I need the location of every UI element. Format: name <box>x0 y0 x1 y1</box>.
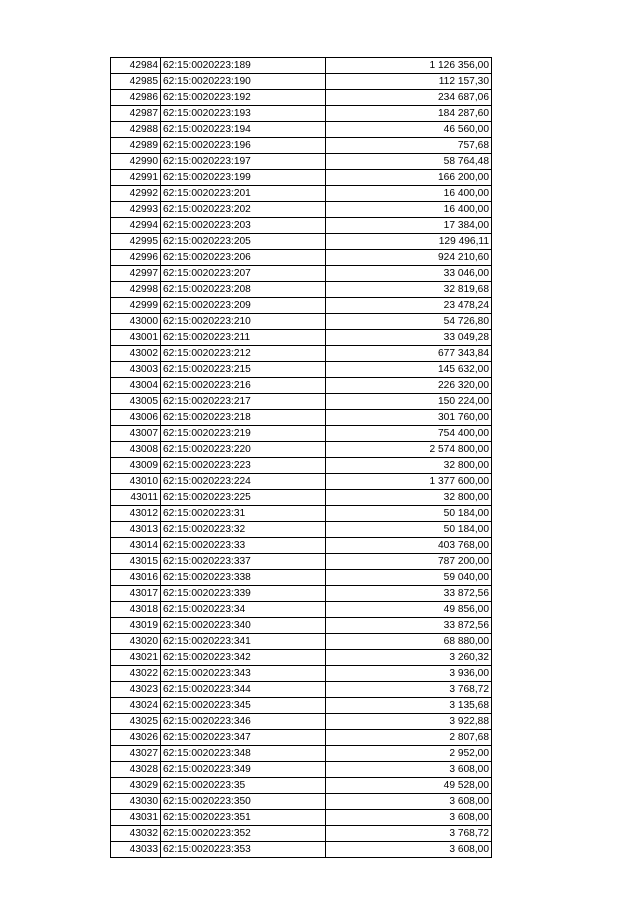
row-number-cell: 43003 <box>111 362 161 378</box>
cadastral-number-cell: 62:15:0020223:343 <box>161 666 326 682</box>
table-row <box>111 154 492 170</box>
table-row <box>111 218 492 234</box>
amount-cell: 32 819,68 <box>326 282 492 298</box>
table-row <box>111 186 492 202</box>
row-number-cell: 43005 <box>111 394 161 410</box>
row-number-cell: 43024 <box>111 698 161 714</box>
row-number-cell: 43019 <box>111 618 161 634</box>
cadastral-number-cell: 62:15:0020223:210 <box>161 314 326 330</box>
amount-cell: 2 952,00 <box>326 746 492 762</box>
table-row <box>111 250 492 266</box>
table-row <box>111 330 492 346</box>
cadastral-number-cell: 62:15:0020223:215 <box>161 362 326 378</box>
table-row <box>111 778 492 794</box>
row-number-cell: 42991 <box>111 170 161 186</box>
amount-cell: 59 040,00 <box>326 570 492 586</box>
row-number-cell: 42995 <box>111 234 161 250</box>
cadastral-number-cell: 62:15:0020223:208 <box>161 282 326 298</box>
row-number-cell: 43008 <box>111 442 161 458</box>
row-number-cell: 43012 <box>111 506 161 522</box>
amount-cell: 754 400,00 <box>326 426 492 442</box>
row-number-cell: 43014 <box>111 538 161 554</box>
row-number-cell: 43030 <box>111 794 161 810</box>
cadastral-number-cell: 62:15:0020223:220 <box>161 442 326 458</box>
cadastral-number-cell: 62:15:0020223:216 <box>161 378 326 394</box>
table-row <box>111 298 492 314</box>
cadastral-number-cell: 62:15:0020223:203 <box>161 218 326 234</box>
amount-cell: 16 400,00 <box>326 186 492 202</box>
cadastral-number-cell: 62:15:0020223:350 <box>161 794 326 810</box>
row-number-cell: 43011 <box>111 490 161 506</box>
row-number-cell: 43010 <box>111 474 161 490</box>
table-row <box>111 746 492 762</box>
table-row <box>111 90 492 106</box>
table-row <box>111 138 492 154</box>
row-number-cell: 43002 <box>111 346 161 362</box>
amount-cell: 58 764,48 <box>326 154 492 170</box>
cadastral-number-cell: 62:15:0020223:353 <box>161 842 326 858</box>
amount-cell: 50 184,00 <box>326 522 492 538</box>
table-row <box>111 842 492 858</box>
row-number-cell: 43029 <box>111 778 161 794</box>
table-row <box>111 810 492 826</box>
amount-cell: 68 880,00 <box>326 634 492 650</box>
row-number-cell: 43020 <box>111 634 161 650</box>
amount-cell: 226 320,00 <box>326 378 492 394</box>
table-row <box>111 74 492 90</box>
row-number-cell: 43027 <box>111 746 161 762</box>
cadastral-number-cell: 62:15:0020223:196 <box>161 138 326 154</box>
table-row <box>111 442 492 458</box>
cadastral-number-cell: 62:15:0020223:32 <box>161 522 326 538</box>
amount-cell: 129 496,11 <box>326 234 492 250</box>
table-row <box>111 826 492 842</box>
cadastral-number-cell: 62:15:0020223:205 <box>161 234 326 250</box>
amount-cell: 50 184,00 <box>326 506 492 522</box>
row-number-cell: 43021 <box>111 650 161 666</box>
table-row <box>111 122 492 138</box>
cadastral-number-cell: 62:15:0020223:202 <box>161 202 326 218</box>
cadastral-number-cell: 62:15:0020223:342 <box>161 650 326 666</box>
cadastral-number-cell: 62:15:0020223:201 <box>161 186 326 202</box>
row-number-cell: 42996 <box>111 250 161 266</box>
table-row <box>111 202 492 218</box>
cadastral-number-cell: 62:15:0020223:351 <box>161 810 326 826</box>
amount-cell: 3 608,00 <box>326 794 492 810</box>
cadastral-number-cell: 62:15:0020223:347 <box>161 730 326 746</box>
cadastral-number-cell: 62:15:0020223:218 <box>161 410 326 426</box>
table-row <box>111 490 492 506</box>
table-row <box>111 634 492 650</box>
cadastral-number-cell: 62:15:0020223:337 <box>161 554 326 570</box>
amount-cell: 924 210,60 <box>326 250 492 266</box>
amount-cell: 1 126 356,00 <box>326 58 492 74</box>
amount-cell: 49 528,00 <box>326 778 492 794</box>
amount-cell: 3 260,32 <box>326 650 492 666</box>
row-number-cell: 42988 <box>111 122 161 138</box>
cadastral-number-cell: 62:15:0020223:211 <box>161 330 326 346</box>
amount-cell: 301 760,00 <box>326 410 492 426</box>
cadastral-number-cell: 62:15:0020223:206 <box>161 250 326 266</box>
table-row <box>111 58 492 74</box>
cadastral-number-cell: 62:15:0020223:217 <box>161 394 326 410</box>
amount-cell: 3 135,68 <box>326 698 492 714</box>
cadastral-number-cell: 62:15:0020223:349 <box>161 762 326 778</box>
cadastral-number-cell: 62:15:0020223:352 <box>161 826 326 842</box>
table-row <box>111 650 492 666</box>
amount-cell: 16 400,00 <box>326 202 492 218</box>
row-number-cell: 43018 <box>111 602 161 618</box>
amount-cell: 677 343,84 <box>326 346 492 362</box>
amount-cell: 46 560,00 <box>326 122 492 138</box>
cadastral-number-cell: 62:15:0020223:341 <box>161 634 326 650</box>
table-row <box>111 346 492 362</box>
amount-cell: 112 157,30 <box>326 74 492 90</box>
amount-cell: 1 377 600,00 <box>326 474 492 490</box>
amount-cell: 184 287,60 <box>326 106 492 122</box>
row-number-cell: 43032 <box>111 826 161 842</box>
cadastral-number-cell: 62:15:0020223:197 <box>161 154 326 170</box>
table-row <box>111 794 492 810</box>
table-row <box>111 666 492 682</box>
cadastral-number-cell: 62:15:0020223:33 <box>161 538 326 554</box>
row-number-cell: 42997 <box>111 266 161 282</box>
amount-cell: 2 574 800,00 <box>326 442 492 458</box>
amount-cell: 32 800,00 <box>326 458 492 474</box>
row-number-cell: 43017 <box>111 586 161 602</box>
table-row <box>111 538 492 554</box>
table-row <box>111 362 492 378</box>
amount-cell: 3 608,00 <box>326 842 492 858</box>
cadastral-number-cell: 62:15:0020223:35 <box>161 778 326 794</box>
row-number-cell: 42992 <box>111 186 161 202</box>
row-number-cell: 43025 <box>111 714 161 730</box>
cadastral-number-cell: 62:15:0020223:348 <box>161 746 326 762</box>
cadastral-number-cell: 62:15:0020223:212 <box>161 346 326 362</box>
table-row <box>111 714 492 730</box>
row-number-cell: 42987 <box>111 106 161 122</box>
amount-cell: 787 200,00 <box>326 554 492 570</box>
row-number-cell: 42999 <box>111 298 161 314</box>
row-number-cell: 42998 <box>111 282 161 298</box>
table-row <box>111 554 492 570</box>
row-number-cell: 42990 <box>111 154 161 170</box>
row-number-cell: 43033 <box>111 842 161 858</box>
cadastral-number-cell: 62:15:0020223:345 <box>161 698 326 714</box>
amount-cell: 3 608,00 <box>326 762 492 778</box>
table-row <box>111 698 492 714</box>
amount-cell: 757,68 <box>326 138 492 154</box>
table-row <box>111 506 492 522</box>
cadastral-number-cell: 62:15:0020223:192 <box>161 90 326 106</box>
row-number-cell: 42986 <box>111 90 161 106</box>
amount-cell: 33 872,56 <box>326 586 492 602</box>
table-row <box>111 410 492 426</box>
amount-cell: 3 922,88 <box>326 714 492 730</box>
row-number-cell: 43023 <box>111 682 161 698</box>
row-number-cell: 42993 <box>111 202 161 218</box>
table-row <box>111 314 492 330</box>
row-number-cell: 43004 <box>111 378 161 394</box>
row-number-cell: 43009 <box>111 458 161 474</box>
amount-cell: 166 200,00 <box>326 170 492 186</box>
table-row <box>111 762 492 778</box>
cadastral-number-cell: 62:15:0020223:225 <box>161 490 326 506</box>
table-row <box>111 458 492 474</box>
row-number-cell: 43031 <box>111 810 161 826</box>
cadastral-number-cell: 62:15:0020223:224 <box>161 474 326 490</box>
amount-cell: 33 049,28 <box>326 330 492 346</box>
row-number-cell: 42985 <box>111 74 161 90</box>
amount-cell: 32 800,00 <box>326 490 492 506</box>
table-row <box>111 378 492 394</box>
row-number-cell: 43007 <box>111 426 161 442</box>
amount-cell: 33 046,00 <box>326 266 492 282</box>
table-row <box>111 682 492 698</box>
cadastral-number-cell: 62:15:0020223:346 <box>161 714 326 730</box>
table-row <box>111 170 492 186</box>
amount-cell: 2 807,68 <box>326 730 492 746</box>
cadastral-number-cell: 62:15:0020223:219 <box>161 426 326 442</box>
amount-cell: 403 768,00 <box>326 538 492 554</box>
cadastral-number-cell: 62:15:0020223:207 <box>161 266 326 282</box>
table-body <box>111 58 492 858</box>
row-number-cell: 42994 <box>111 218 161 234</box>
table-row <box>111 570 492 586</box>
row-number-cell: 43015 <box>111 554 161 570</box>
row-number-cell: 43000 <box>111 314 161 330</box>
amount-cell: 17 384,00 <box>326 218 492 234</box>
table-row <box>111 426 492 442</box>
row-number-cell: 42984 <box>111 58 161 74</box>
table-row <box>111 730 492 746</box>
table-row <box>111 106 492 122</box>
cadastral-number-cell: 62:15:0020223:189 <box>161 58 326 74</box>
table-row <box>111 266 492 282</box>
cadastral-number-cell: 62:15:0020223:339 <box>161 586 326 602</box>
amount-cell: 234 687,06 <box>326 90 492 106</box>
table-row <box>111 618 492 634</box>
row-number-cell: 43026 <box>111 730 161 746</box>
cadastral-number-cell: 62:15:0020223:344 <box>161 682 326 698</box>
amount-cell: 150 224,00 <box>326 394 492 410</box>
table-row <box>111 282 492 298</box>
row-number-cell: 42989 <box>111 138 161 154</box>
cadastral-number-cell: 62:15:0020223:34 <box>161 602 326 618</box>
cadastral-number-cell: 62:15:0020223:194 <box>161 122 326 138</box>
table-row <box>111 602 492 618</box>
amount-cell: 33 872,56 <box>326 618 492 634</box>
table-row <box>111 234 492 250</box>
amount-cell: 145 632,00 <box>326 362 492 378</box>
cadastral-number-cell: 62:15:0020223:190 <box>161 74 326 90</box>
cadastral-number-cell: 62:15:0020223:31 <box>161 506 326 522</box>
row-number-cell: 43022 <box>111 666 161 682</box>
amount-cell: 23 478,24 <box>326 298 492 314</box>
amount-cell: 3 608,00 <box>326 810 492 826</box>
row-number-cell: 43028 <box>111 762 161 778</box>
cadastral-number-cell: 62:15:0020223:340 <box>161 618 326 634</box>
row-number-cell: 43001 <box>111 330 161 346</box>
amount-cell: 3 936,00 <box>326 666 492 682</box>
amount-cell: 49 856,00 <box>326 602 492 618</box>
cadastral-value-table <box>110 57 492 858</box>
table-row <box>111 474 492 490</box>
table-row <box>111 522 492 538</box>
amount-cell: 3 768,72 <box>326 826 492 842</box>
table-row <box>111 586 492 602</box>
amount-cell: 3 768,72 <box>326 682 492 698</box>
row-number-cell: 43006 <box>111 410 161 426</box>
row-number-cell: 43016 <box>111 570 161 586</box>
cadastral-number-cell: 62:15:0020223:193 <box>161 106 326 122</box>
cadastral-number-cell: 62:15:0020223:199 <box>161 170 326 186</box>
cadastral-number-cell: 62:15:0020223:223 <box>161 458 326 474</box>
cadastral-number-cell: 62:15:0020223:209 <box>161 298 326 314</box>
row-number-cell: 43013 <box>111 522 161 538</box>
amount-cell: 54 726,80 <box>326 314 492 330</box>
table-row <box>111 394 492 410</box>
cadastral-number-cell: 62:15:0020223:338 <box>161 570 326 586</box>
